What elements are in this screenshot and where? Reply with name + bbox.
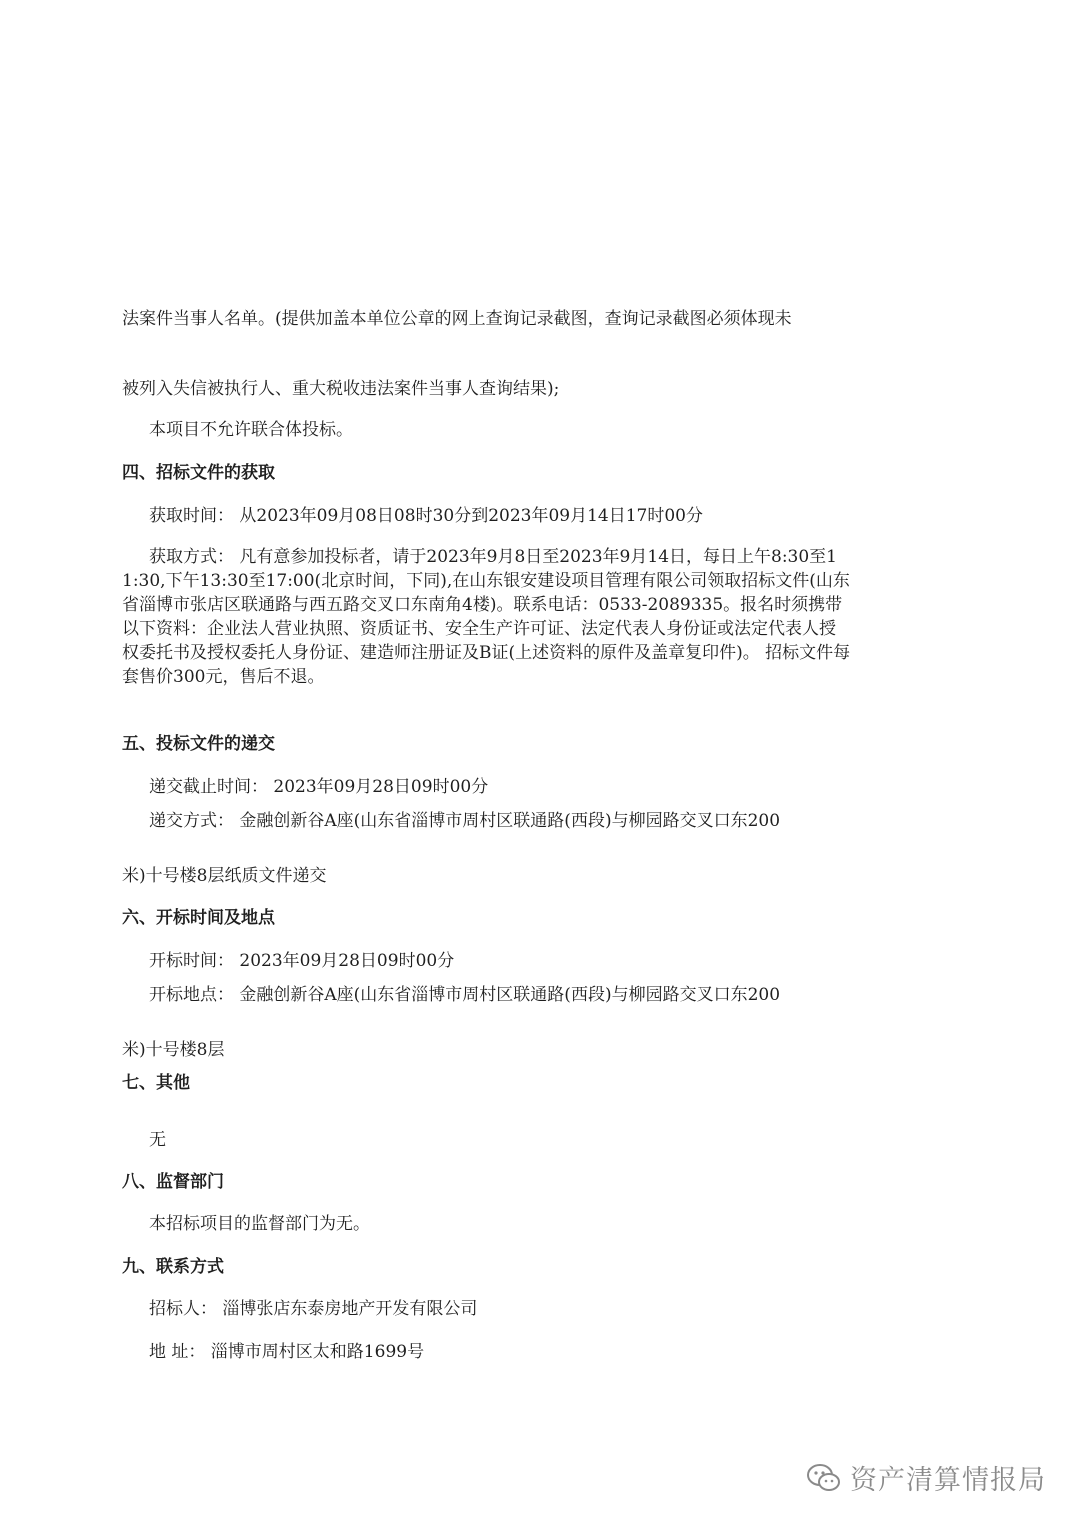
acquire-method: 获取方式： 凡有意参加投标者，请于2023年9月8日至2023年9月14日，每日上午8:30至11:30,下午13:30至17:00(北京时间，下同),在山东银安建设项目管理有限公司领取招标文件(山东省淄博市张店区联通路与西五路交叉口东南角4楼)。联系电话：0533-2089335。报名时须携带以下资料：企业法人营业执照、资质证书、安全生产许可证、法定代表人身份证或法定代表人授权委托书及授权委托人身份证、建造师注册证及B证(上述资料的原件及盖章复印件)。 招标文件每套售价300元，售后不退。 xyxy=(122,547,851,687)
intro-line-2: 被列入失信被执行人、重大税收违法案件当事人查询结果); xyxy=(122,379,560,399)
watermark-text: 资产清算情报局 xyxy=(850,1465,1046,1496)
opening-place-line-1: 开标地点： 金融创新谷A座(山东省淄博市周村区联通路(西段)与柳园路交叉口东200 xyxy=(149,985,781,1005)
submit-deadline: 递交截止时间： 2023年09月28日09时00分 xyxy=(149,777,489,797)
acquire-time: 获取时间： 从2023年09月08日08时30分到2023年09月14日17时00分 xyxy=(149,506,703,526)
other-text: 无 xyxy=(149,1130,166,1150)
section-9-heading: 九、联系方式 xyxy=(122,1257,224,1277)
tenderer: 招标人： 淄博张店东泰房地产开发有限公司 xyxy=(149,1299,478,1319)
section-4-heading: 四、招标文件的获取 xyxy=(122,463,275,483)
wechat-icon xyxy=(806,1462,842,1494)
submit-method-line-2: 米)十号楼8层纸质文件递交 xyxy=(122,866,327,886)
section-7-heading: 七、其他 xyxy=(122,1073,190,1093)
opening-time: 开标时间： 2023年09月28日09时00分 xyxy=(149,951,455,971)
opening-place-line-2: 米)十号楼8层 xyxy=(122,1040,225,1060)
intro-line-1: 法案件当事人名单。(提供加盖本单位公章的网上查询记录截图，查询记录截图必须体现未 xyxy=(122,309,792,329)
no-consortium-note: 本项目不允许联合体投标。 xyxy=(149,420,353,440)
watermark xyxy=(806,1458,1046,1497)
address: 地 址： 淄博市周村区太和路1699号 xyxy=(149,1342,425,1362)
section-5-heading: 五、投标文件的递交 xyxy=(122,734,275,754)
section-8-heading: 八、监督部门 xyxy=(122,1172,224,1192)
section-6-heading: 六、开标时间及地点 xyxy=(122,908,275,928)
supervision-text: 本招标项目的监督部门为无。 xyxy=(149,1214,370,1234)
submit-method-line-1: 递交方式： 金融创新谷A座(山东省淄博市周村区联通路(西段)与柳园路交叉口东200 xyxy=(149,811,781,831)
